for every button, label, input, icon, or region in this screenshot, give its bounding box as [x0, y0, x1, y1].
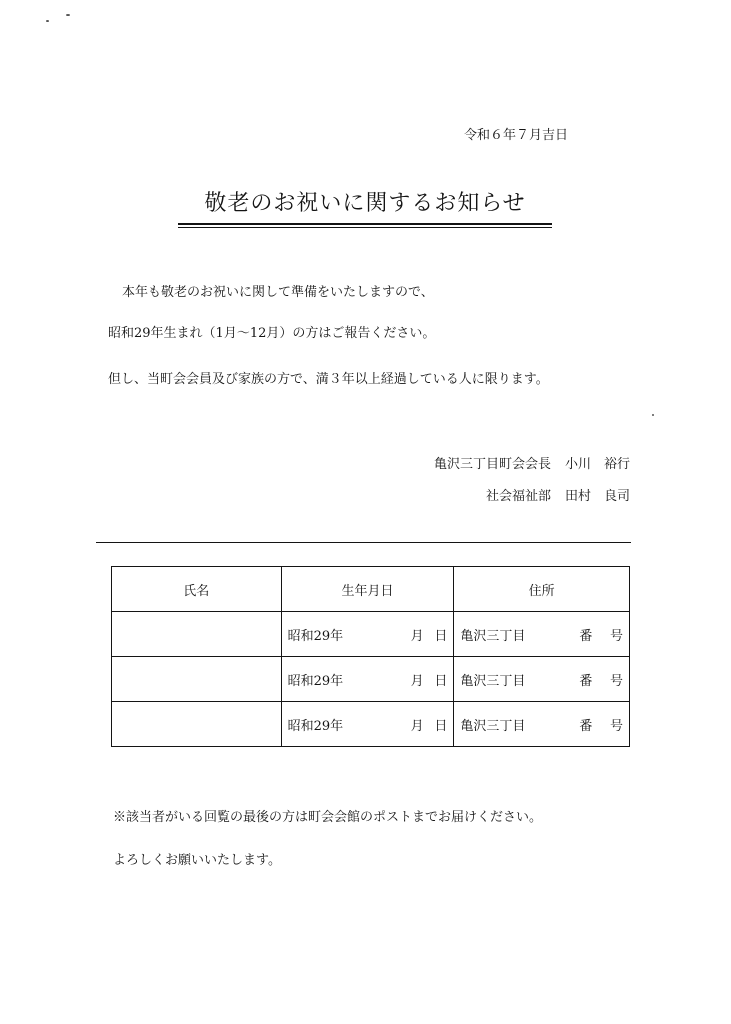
- page-title: 敬老のお祝いに関するお知らせ: [204, 191, 526, 216]
- report-table: [111, 566, 630, 747]
- birth-month-label: 月: [410, 673, 424, 689]
- address-ban-label: 番: [579, 628, 593, 644]
- cut-line: [96, 542, 631, 543]
- signature-name: 田村 良司: [564, 489, 630, 504]
- scan-speck: [46, 20, 49, 22]
- table-header-row: [112, 567, 630, 612]
- issue-date: 令和６年７月吉日: [463, 128, 568, 143]
- scan-speck: [66, 14, 70, 16]
- header-address: 住所: [454, 567, 630, 612]
- signature-role: 亀沢三丁目町会会長: [433, 457, 551, 472]
- birthdate-cell[interactable]: [281, 612, 454, 657]
- closing-line: よろしくお願いいたします。: [113, 853, 281, 868]
- birthdate-cell[interactable]: [281, 702, 454, 747]
- signature-welfare: [486, 485, 630, 504]
- table-row: [112, 702, 630, 747]
- address-area: 亀沢三丁目: [460, 628, 526, 644]
- body-paragraph-2: 昭和29年生まれ（1月〜12月）の方はご報告ください。: [108, 326, 436, 341]
- address-go-label: 号: [609, 673, 623, 689]
- birth-day-label: 日: [434, 718, 448, 734]
- table-row: [112, 657, 630, 702]
- address-area: 亀沢三丁目: [460, 718, 526, 734]
- birth-month-label: 月: [410, 628, 424, 644]
- address-cell[interactable]: [454, 612, 630, 657]
- birthdate-cell[interactable]: [281, 657, 454, 702]
- address-ban-label: 番: [579, 673, 593, 689]
- title-underline: [178, 223, 552, 225]
- address-go-label: 号: [609, 628, 623, 644]
- address-cell[interactable]: [454, 702, 630, 747]
- address-ban-label: 番: [579, 718, 593, 734]
- birth-day-label: 日: [434, 673, 448, 689]
- header-name: 氏名: [112, 567, 282, 612]
- title-underline-secondary: [178, 227, 552, 228]
- address-go-label: 号: [609, 718, 623, 734]
- signature-chairman: [434, 453, 630, 472]
- table-row: [112, 612, 630, 657]
- birth-month-label: 月: [410, 718, 424, 734]
- body-paragraph-1: 本年も敬老のお祝いに関して準備をいたしますので、: [122, 285, 434, 300]
- name-cell[interactable]: [112, 612, 282, 657]
- birth-era-year: 昭和29年: [287, 673, 344, 689]
- birth-day-label: 日: [434, 628, 448, 644]
- name-cell[interactable]: [112, 702, 282, 747]
- birth-era-year: 昭和29年: [287, 718, 344, 734]
- signature-name: 小川 裕行: [564, 457, 630, 472]
- title-block: [178, 189, 552, 228]
- name-cell[interactable]: [112, 657, 282, 702]
- birth-era-year: 昭和29年: [287, 628, 344, 644]
- signature-role: 社会福祉部: [485, 489, 551, 504]
- address-cell[interactable]: [454, 657, 630, 702]
- header-birthdate: 生年月日: [281, 567, 454, 612]
- submission-note: ※該当者がいる回覧の最後の方は町会会館のポストまでお届けください。: [113, 810, 543, 825]
- body-paragraph-3: 但し、当町会会員及び家族の方で、満３年以上経過している人に限ります。: [108, 372, 549, 387]
- scan-speck: [652, 414, 654, 416]
- address-area: 亀沢三丁目: [460, 673, 526, 689]
